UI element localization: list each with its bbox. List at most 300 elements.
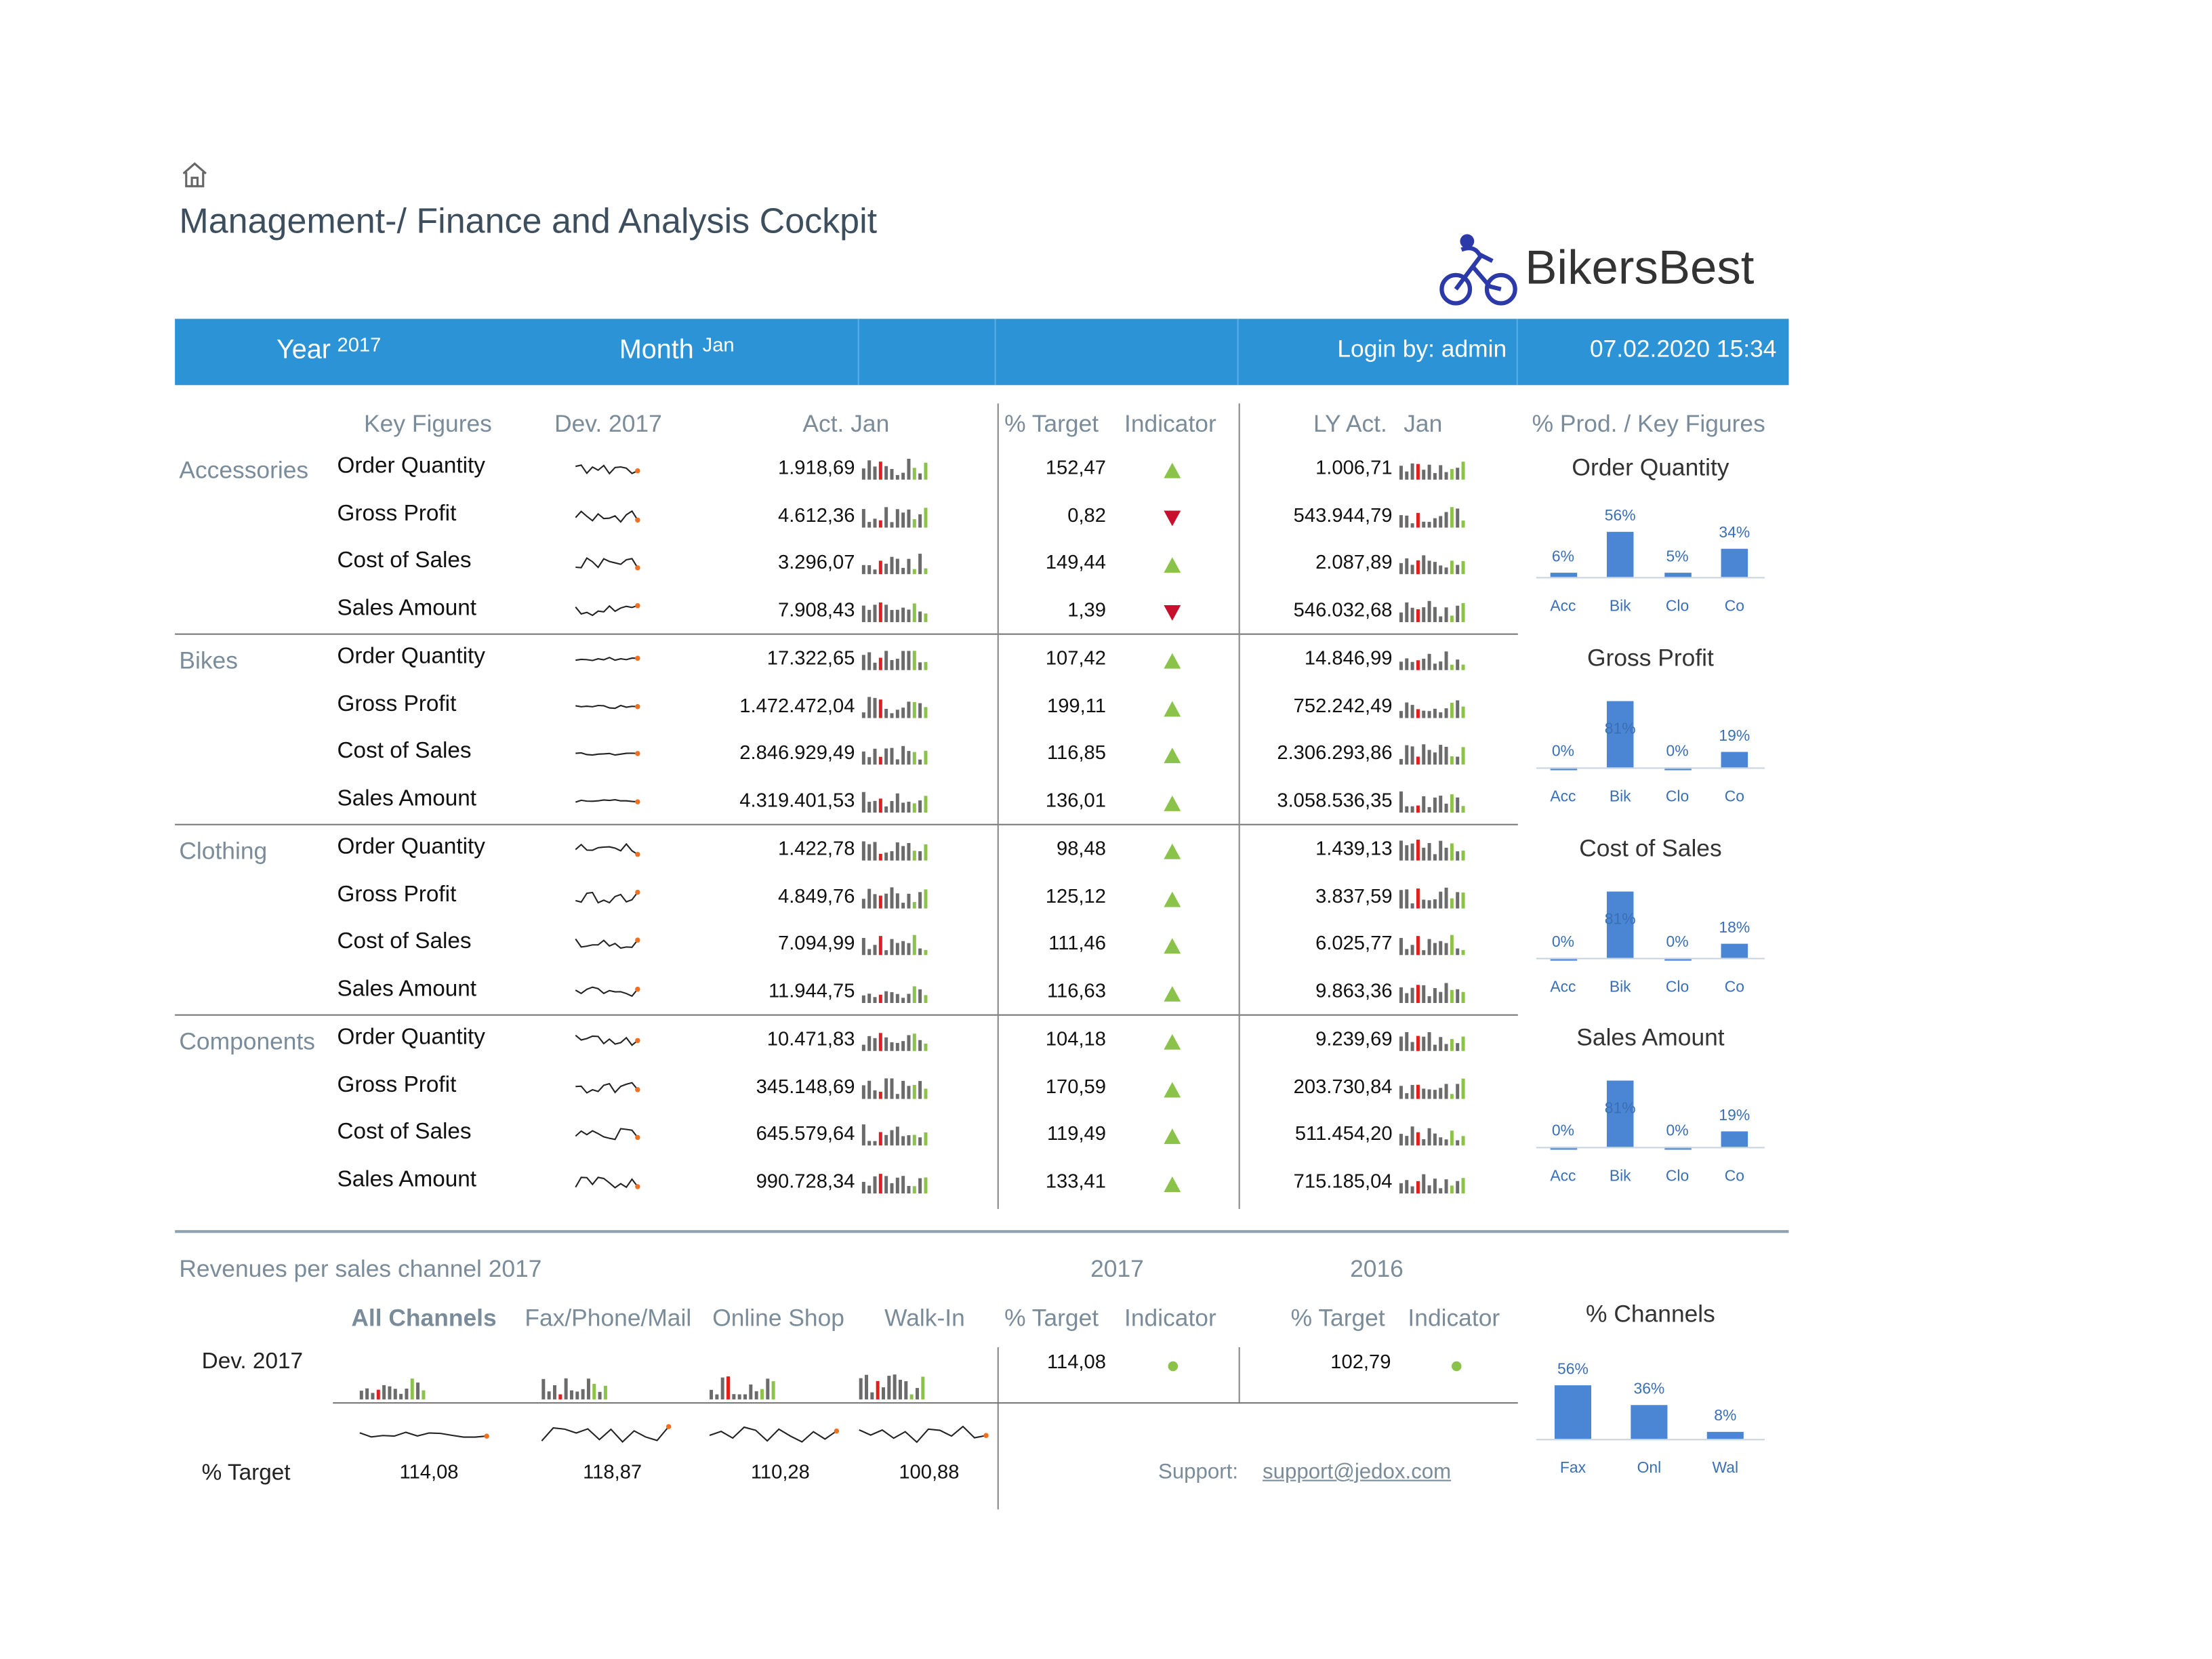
sparkbar-mark <box>884 1038 888 1051</box>
sparkbar-mark <box>913 701 916 718</box>
sparkbar-mark <box>862 1045 865 1051</box>
sparkbar-mark <box>1399 791 1403 812</box>
dev-sparkline <box>575 696 638 716</box>
sparkbar-mark <box>890 713 893 718</box>
sparkbar-mark <box>1433 518 1437 527</box>
channels-indicator-dot-2017 <box>1168 1361 1179 1372</box>
ly-act-value: 9.239,69 <box>1315 1027 1393 1050</box>
sparkbar-mark <box>1422 1088 1425 1099</box>
sparkbar-mark <box>1405 602 1408 622</box>
sparkbar-mark <box>1399 710 1403 717</box>
sparkbar-mark <box>859 1378 863 1399</box>
chart-tick-label: Clo <box>1665 1168 1689 1185</box>
sparkbar-mark <box>422 1390 425 1399</box>
page-title: Management-/ Finance and Analysis Cockpit <box>179 201 878 241</box>
act-value: 17.322,65 <box>766 646 855 669</box>
sparkbar-mark <box>887 1376 890 1399</box>
sparkbar-mark <box>1411 1127 1414 1146</box>
sparkbar-mark <box>901 746 905 764</box>
sparkbar-mark <box>743 1394 747 1399</box>
sparkbar-mark <box>405 1389 408 1399</box>
act-value: 4.612,36 <box>778 503 855 526</box>
sparkbar-mark <box>1462 851 1465 861</box>
sparkbar-mark <box>874 466 877 479</box>
dev-sparkline <box>575 743 638 763</box>
sparkbar-mark <box>738 1394 741 1399</box>
sparkline-path <box>575 1177 638 1187</box>
sparkbar-mark <box>870 1393 874 1399</box>
sparkline-end-marker <box>834 1429 839 1433</box>
row-label: Gross Profit <box>337 692 457 716</box>
sparkbar-mark <box>918 851 922 861</box>
year-select[interactable]: 2017 <box>337 333 382 356</box>
ly-act-value: 1.439,13 <box>1315 836 1393 859</box>
ly-act-value: 9.863,36 <box>1315 979 1393 1002</box>
sparkbar-mark <box>918 474 922 480</box>
dev-sparkline <box>575 649 638 669</box>
sparkbar-mark <box>874 800 877 812</box>
chart-tick-label: Acc <box>1550 788 1576 806</box>
sparkline-path <box>541 1427 668 1441</box>
sparkbar-mark <box>918 611 922 622</box>
sparkline-path <box>575 705 638 708</box>
month-select[interactable]: Jan <box>702 333 735 356</box>
header-act: Act. Jan <box>802 410 890 438</box>
chart-data-label: 0% <box>1666 934 1689 951</box>
sparkbar-mark <box>1462 747 1465 765</box>
sparkbar-mark <box>1433 1134 1437 1146</box>
sparkbar-mark <box>907 893 910 908</box>
sparkbar-mark <box>1439 745 1442 764</box>
sparkbar-mark <box>1405 745 1408 765</box>
chart-data-label: 81% <box>1604 720 1636 738</box>
channel-sparkbars <box>541 1371 612 1399</box>
sparkline-end-marker <box>635 517 640 522</box>
act-sparkbars <box>862 1123 933 1145</box>
sparkbar-mark <box>1462 561 1465 574</box>
ly-sparkbars <box>1399 457 1470 479</box>
act-sparkbars <box>862 599 933 621</box>
sparkbar-mark <box>862 468 865 480</box>
act-sparkbars <box>862 1170 933 1193</box>
ly-act-value: 6.025,77 <box>1315 931 1393 954</box>
sparkbar-mark <box>862 1182 865 1193</box>
channel-sparkline <box>859 1425 986 1444</box>
channel-all[interactable]: All Channels <box>351 1305 497 1332</box>
header-ly-act: LY Act. <box>1313 410 1387 438</box>
ly-act-value: 543.944,79 <box>1293 503 1393 526</box>
sparkbar-mark <box>901 1176 905 1193</box>
sparkbar-mark <box>1445 747 1448 764</box>
sparkbar-mark <box>874 842 877 860</box>
sparkbar-mark <box>1405 472 1408 480</box>
sparkbar-mark <box>1456 1043 1459 1051</box>
chart-data-label: 0% <box>1551 1122 1574 1140</box>
chart-data-label: 8% <box>1714 1407 1737 1425</box>
sparkbar-mark <box>884 1078 888 1098</box>
sparkbar-mark <box>1450 843 1454 860</box>
sparkbar-mark <box>896 559 899 575</box>
act-sparkbars <box>862 790 933 812</box>
row-label: Sales Amount <box>337 1168 477 1192</box>
sparkbar-mark <box>1399 612 1403 621</box>
sparkbar-mark <box>1416 888 1420 907</box>
sparkbar-mark <box>924 662 927 670</box>
sparkbar-mark <box>558 1394 562 1399</box>
ly-sparkbars <box>1399 933 1470 955</box>
sparkbar-mark <box>1450 1185 1454 1193</box>
channel-sparkline <box>541 1425 668 1444</box>
chart-data-label: 6% <box>1551 548 1574 565</box>
sparkbar-mark <box>1445 943 1448 956</box>
sparkbar-mark <box>1462 1037 1465 1051</box>
sparkbar-mark <box>1445 1179 1448 1193</box>
sparkbar-mark <box>766 1378 769 1399</box>
act-sparkbars <box>862 1076 933 1098</box>
sparkbar-mark <box>862 655 865 670</box>
sparkbar-mark <box>1450 898 1454 908</box>
sparkline-path <box>360 1432 487 1437</box>
sparkbar-mark <box>1450 506 1454 527</box>
channels-target-value-2017: 114,08 <box>1047 1350 1106 1373</box>
sparkbar-mark <box>1456 1141 1459 1146</box>
home-icon[interactable] <box>180 161 209 189</box>
sparkbar-mark <box>1411 464 1414 480</box>
sparkbar-mark <box>1462 665 1465 670</box>
sparkbar-mark <box>907 701 910 717</box>
sparkbar-mark <box>604 1386 607 1399</box>
sparkbar-mark <box>1405 702 1408 718</box>
sparkbar-mark <box>1445 1140 1448 1146</box>
channel-walkin[interactable]: Walk-In <box>884 1305 965 1332</box>
sparkbar-mark <box>1416 1181 1420 1193</box>
sparkbar-mark <box>1399 1036 1403 1050</box>
sparkbar-mark <box>377 1390 380 1399</box>
sparkbar-mark <box>862 792 865 812</box>
sparkbar-mark <box>924 796 927 813</box>
ly-sparkbars <box>1399 695 1470 717</box>
sparkbar-mark <box>884 853 888 861</box>
act-sparkbars <box>862 933 933 955</box>
sparkbar-mark <box>1439 941 1442 956</box>
act-value: 1.422,78 <box>778 836 855 859</box>
sparkbar-mark <box>1411 1042 1414 1051</box>
chart-title: Order Quantity <box>1572 454 1729 481</box>
ly-sparkbars <box>1399 504 1470 527</box>
sparkbar-mark <box>904 1381 907 1399</box>
sparkbar-mark <box>924 1177 927 1193</box>
sparkbar-mark <box>884 708 888 718</box>
sparkbar-mark <box>901 941 905 956</box>
sparkbar-mark <box>1416 609 1420 622</box>
sparkbar-mark <box>865 1375 868 1399</box>
sparkbar-mark <box>884 506 888 527</box>
sparkbar-mark <box>913 935 916 956</box>
sparkbar-mark <box>924 950 927 955</box>
sparkbar-mark <box>1428 561 1431 575</box>
channels-year-2017: 2017 <box>1090 1255 1144 1283</box>
sparkbar-mark <box>1399 1183 1403 1193</box>
sparkbar-mark <box>890 1042 893 1051</box>
ly-sparkbars <box>1399 552 1470 574</box>
row-label: Order Quantity <box>337 454 485 478</box>
sparkbar-mark <box>901 512 905 527</box>
sparkbar-mark <box>876 1381 880 1399</box>
sparkbar-mark <box>1456 605 1459 621</box>
sparkline-end-marker <box>635 889 640 894</box>
sparkline-path <box>575 510 638 521</box>
group-label: Clothing <box>179 838 268 865</box>
sparkline-path <box>575 1129 638 1140</box>
chart-baseline <box>1536 1439 1765 1440</box>
sparkbar-mark <box>884 564 888 574</box>
sparkbar-mark <box>1433 797 1437 812</box>
sparkbar-mark <box>1411 704 1414 717</box>
sparkbar-mark <box>901 846 905 860</box>
sparkbar-mark <box>1422 607 1425 622</box>
sparkbar-mark <box>565 1378 568 1399</box>
sparkline-path <box>575 465 638 473</box>
act-sparkbars <box>862 457 933 479</box>
sparkbar-mark <box>1445 1044 1448 1051</box>
indicator-up-icon <box>1164 796 1181 811</box>
chart-bar <box>1555 1385 1591 1439</box>
ly-sparkbars <box>1399 980 1470 1002</box>
ly-act-value: 203.730,84 <box>1293 1074 1393 1097</box>
channels-year-2016: 2016 <box>1350 1255 1404 1283</box>
chart-baseline <box>1536 577 1765 578</box>
sparkbar-mark <box>924 1088 927 1099</box>
sparkbar-mark <box>1405 1032 1408 1051</box>
channels-indicator-2017: Indicator <box>1124 1305 1216 1332</box>
sparkbar-mark <box>1422 745 1425 765</box>
chart-bar <box>1707 1431 1744 1439</box>
channel-fax[interactable]: Fax/Phone/Mail <box>525 1305 692 1332</box>
sparkbar-mark <box>1405 1180 1408 1193</box>
sparkbar-mark <box>1428 465 1431 480</box>
channel-target-walkin: 100,88 <box>899 1460 960 1483</box>
channel-sparkline <box>710 1425 836 1444</box>
sparkbar-mark <box>924 463 927 480</box>
indicator-up-icon <box>1164 1082 1181 1097</box>
sparkbar-mark <box>365 1389 369 1399</box>
indicator-up-icon <box>1164 701 1181 716</box>
sparkbar-mark <box>1450 702 1454 718</box>
sparkbar-mark <box>879 798 882 813</box>
sparkbar-mark <box>1405 993 1408 1003</box>
chart-title: % Channels <box>1586 1300 1715 1328</box>
sparkbar-mark <box>1450 1131 1454 1146</box>
dev-sparkline <box>575 1030 638 1050</box>
sparkbar-mark <box>896 943 899 956</box>
sparkbar-mark <box>913 651 916 670</box>
sparkbar-mark <box>924 889 927 908</box>
sparkbar-mark <box>913 569 916 575</box>
sparkbar-mark <box>1416 840 1420 861</box>
sparkline-end-marker <box>635 1184 640 1189</box>
sparkbar-mark <box>1456 700 1459 718</box>
act-value: 4.319.401,53 <box>739 788 855 811</box>
sparkline-end-marker <box>635 703 640 708</box>
act-value: 345.148,69 <box>756 1074 855 1097</box>
sparkbar-mark <box>924 569 927 574</box>
sparkbar-mark <box>907 1136 910 1146</box>
target-value: 107,42 <box>1045 646 1106 669</box>
sparkbar-mark <box>1462 462 1465 480</box>
indicator-up-icon <box>1164 748 1181 764</box>
sparkbar-mark <box>896 609 899 621</box>
sparkbar-mark <box>896 508 899 527</box>
sparkline-path <box>710 1427 836 1442</box>
target-value: 136,01 <box>1045 788 1106 811</box>
group-label: Accessories <box>179 457 309 484</box>
sparkbar-mark <box>913 1186 916 1193</box>
sparkbar-mark <box>867 1036 871 1051</box>
sparkbar-mark <box>1416 1084 1420 1099</box>
sparkbar-mark <box>867 802 871 813</box>
sparkbar-mark <box>1456 508 1459 527</box>
sparkbar-mark <box>901 1080 905 1099</box>
group-label: Components <box>179 1028 316 1056</box>
sparkbar-mark <box>896 709 899 717</box>
sparkline-path <box>575 1082 638 1092</box>
header-ly-month: Jan <box>1404 410 1443 438</box>
sparkbar-mark <box>360 1391 363 1399</box>
sparkbar-mark <box>772 1381 775 1399</box>
sparkbar-mark <box>1433 943 1437 956</box>
sparkbar-mark <box>913 1033 916 1051</box>
sparkbar-mark <box>1450 935 1454 956</box>
act-sparkbars <box>862 552 933 574</box>
chart-tick-label: Fax <box>1559 1460 1586 1477</box>
sparkbar-mark <box>867 460 871 479</box>
sparkbar-mark <box>867 521 871 527</box>
act-value: 11.944,75 <box>768 979 855 1002</box>
chart-data-label: 5% <box>1666 548 1689 566</box>
sparkline-end-marker <box>635 1038 640 1043</box>
channels-target-value-2016: 102,79 <box>1330 1350 1391 1373</box>
sparkbar-mark <box>411 1378 414 1399</box>
chart-tick-label: Clo <box>1665 788 1689 806</box>
sparkbar-mark <box>862 1125 865 1146</box>
sparkbar-mark <box>1433 899 1437 908</box>
ly-sparkbars <box>1399 1123 1470 1145</box>
sparkbar-mark <box>893 1374 897 1399</box>
sparkbar-mark <box>907 843 910 861</box>
sparkbar-mark <box>592 1384 596 1399</box>
sparkbar-mark <box>1462 1178 1465 1193</box>
sparkbar-mark <box>874 663 877 670</box>
sparkbar-mark <box>913 901 916 908</box>
channel-online[interactable]: Online Shop <box>712 1305 845 1332</box>
sparkbar-mark <box>1416 757 1420 765</box>
cyclist-icon <box>1439 230 1521 309</box>
sparkbar-mark <box>587 1378 590 1399</box>
row-label: Cost of Sales <box>337 1120 472 1145</box>
sparkbar-mark <box>884 950 888 955</box>
sparkbar-mark <box>1411 844 1414 861</box>
support-email-link[interactable]: support@jedox.com <box>1263 1460 1452 1484</box>
channels-title: Revenues per sales channel 2017 <box>179 1255 542 1283</box>
sparkbar-mark <box>1422 848 1425 861</box>
sparkbar-mark <box>1405 888 1408 907</box>
sparkbar-mark <box>1450 756 1454 764</box>
sparkbar-mark <box>1445 803 1448 812</box>
sparkbar-mark <box>907 1035 910 1050</box>
sparkbar-mark <box>924 844 927 861</box>
sparkbar-mark <box>1399 938 1403 955</box>
sparkbar-mark <box>1462 892 1465 908</box>
sparkbar-mark <box>879 658 882 670</box>
sparkbar-mark <box>884 1176 888 1193</box>
sparkbar-mark <box>918 949 922 956</box>
chart-tick-label: Co <box>1724 979 1744 996</box>
ly-act-value: 2.087,89 <box>1315 550 1393 573</box>
sparkbar-mark <box>1399 889 1403 907</box>
sparkbar-mark <box>884 749 888 765</box>
sparkbar-mark <box>901 607 905 621</box>
sparkbar-mark <box>1399 661 1403 670</box>
sparkbar-mark <box>1456 468 1459 480</box>
sparkbar-mark <box>1439 991 1442 1002</box>
channels-target-2016: % Target <box>1290 1305 1385 1332</box>
sparkbar-mark <box>1445 568 1448 575</box>
sparkbar-mark <box>890 851 893 861</box>
sparkbar-mark <box>1445 708 1448 717</box>
sparkline-path <box>575 657 638 660</box>
sparkbar-mark <box>1405 806 1408 812</box>
sparkbar-mark <box>399 1394 403 1399</box>
sparkbar-mark <box>1462 806 1465 813</box>
sparkline-end-marker <box>666 1424 671 1429</box>
sparkbar-mark <box>879 699 882 717</box>
sparkbar-mark <box>1428 996 1431 1003</box>
header-key-figures: Key Figures <box>364 410 492 438</box>
sparkbar-mark <box>896 1177 899 1193</box>
sparkbar-mark <box>416 1382 419 1399</box>
sparkbar-mark <box>388 1387 391 1399</box>
sparkbar-mark <box>901 651 905 670</box>
indicator-up-icon <box>1164 939 1181 954</box>
sparkbar-mark <box>890 939 893 956</box>
sparkbar-mark <box>879 462 882 480</box>
group-label: Bikes <box>179 647 238 675</box>
sparkbar-mark <box>581 1389 585 1399</box>
sparkbar-mark <box>1433 988 1437 1003</box>
sparkbar-mark <box>1399 759 1403 764</box>
sparkbar-mark <box>874 945 877 956</box>
sparkbar-mark <box>907 994 910 1003</box>
chart-baseline <box>1536 767 1765 769</box>
sparkbar-mark <box>1411 523 1414 527</box>
sparkbar-mark <box>1450 469 1454 480</box>
sparkbar-mark <box>1433 607 1437 621</box>
sparkbar-mark <box>1445 607 1448 622</box>
sparkbar-mark <box>862 565 865 574</box>
sparkbar-mark <box>907 1085 910 1098</box>
sparkbar-mark <box>910 1395 914 1399</box>
chart-tick-label: Wal <box>1712 1460 1739 1477</box>
target-value: 152,47 <box>1045 455 1106 478</box>
sparkbar-mark <box>890 1130 893 1146</box>
sparkbar-mark <box>1433 663 1437 670</box>
sparkbar-mark <box>1450 561 1454 575</box>
sparkbar-mark <box>1416 464 1420 480</box>
chart-data-label: 19% <box>1719 1107 1750 1124</box>
sparkbar-mark <box>1416 1036 1420 1051</box>
sparkbar-mark <box>901 473 905 480</box>
channels-indicator-dot-2016 <box>1452 1361 1462 1372</box>
